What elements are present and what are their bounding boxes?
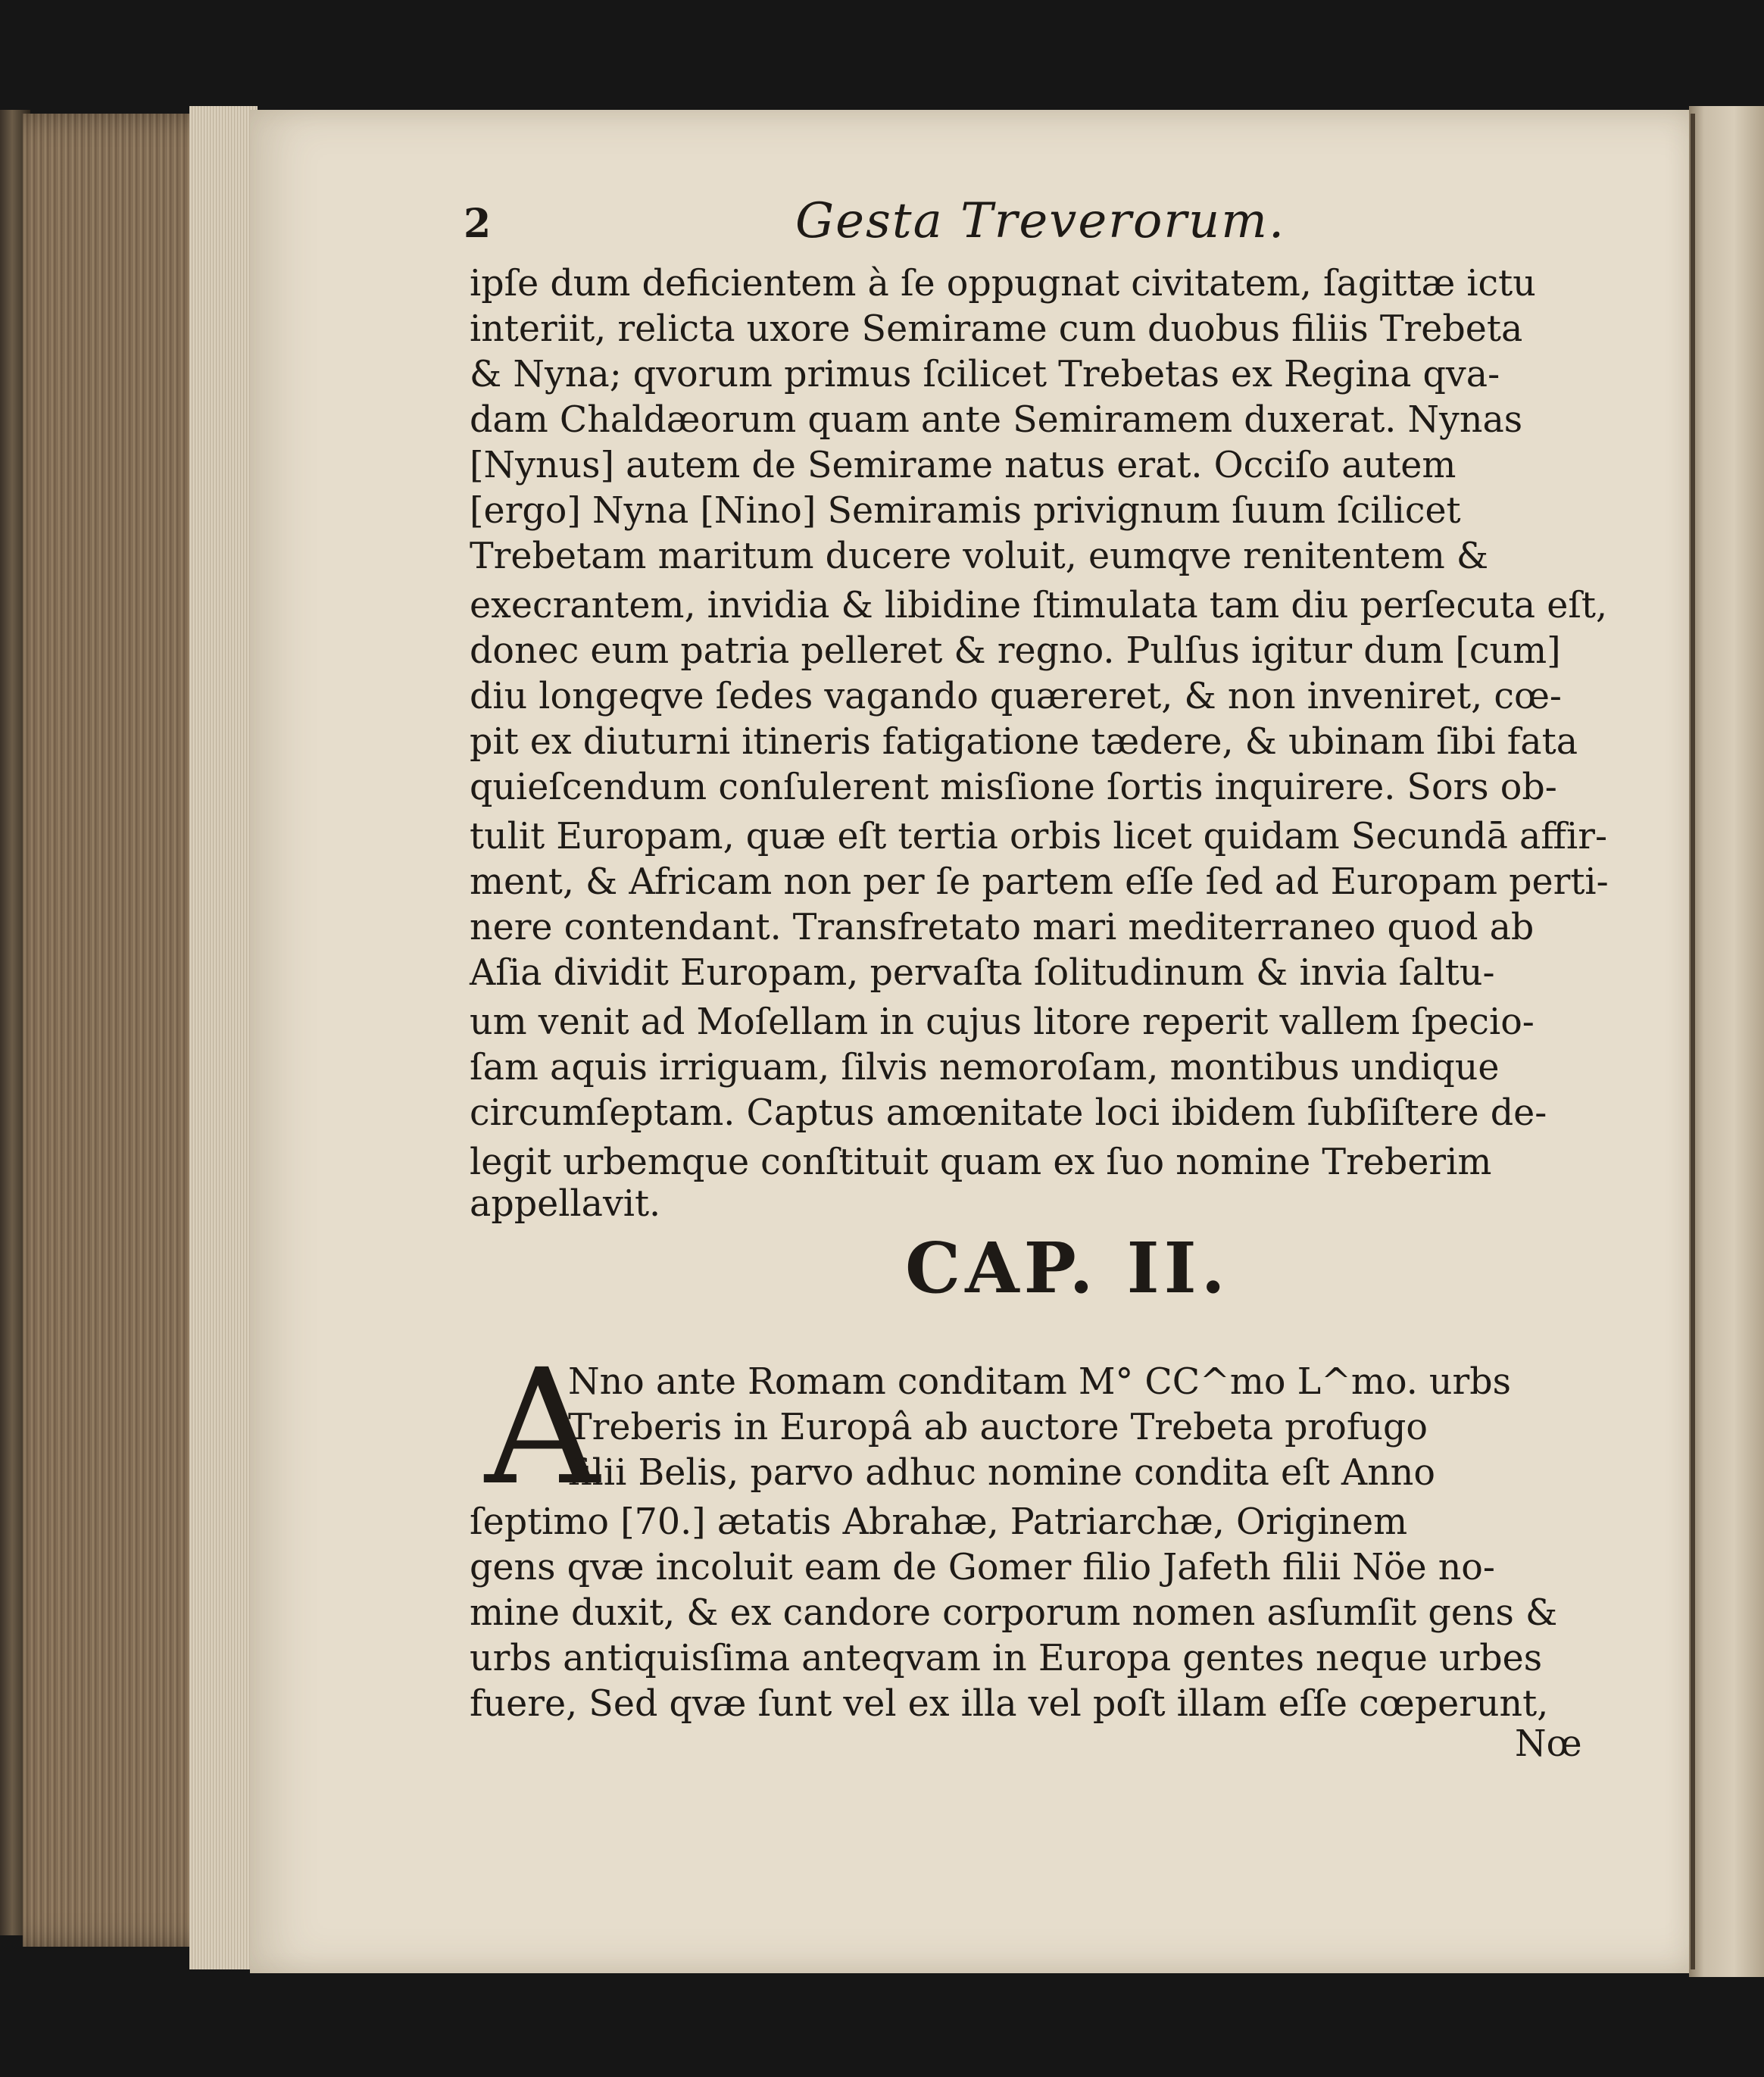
chapter-text-line: filii Belis, parvo adhuc nomine condita eſt Anno [568, 1452, 1435, 1494]
page-edges-left [189, 106, 258, 1969]
text-line: [ergo] Nyna [Nino] Semiramis privignum ſuum ſcilicet [470, 490, 1461, 532]
text-line: legit urbemque conſtituit quam ex ſuo nomine Treberim [470, 1142, 1492, 1183]
chapter-text-line: urbs antiquisſima anteqvam in Europa gentes neque urbes [470, 1638, 1543, 1679]
page-number: 2 [464, 201, 492, 247]
chapter-text-line: fuere, Sed qvæ ſunt vel ex illa vel poſt illam eſſe cœperunt, [470, 1683, 1549, 1725]
text-line: dam Chaldæorum quam ante Semiramem duxerat. Nynas [470, 399, 1523, 441]
text-line: donec eum patria pelleret & regno. Pulſus igitur dum [cum] [470, 630, 1561, 672]
chapter-text-line: ſeptimo [70.] ætatis Abrahæ, Patriarchæ, Originem [470, 1501, 1408, 1543]
text-line: quieſcendum conſulerent misſione ſortis inquirere. Sors ob- [470, 767, 1557, 808]
text-line: Aſia dividit Europam, pervaſta ſolitudinum & invia ſaltu- [470, 952, 1495, 994]
running-head: Gesta Treverorum. [795, 193, 1286, 249]
text-line: diu longeqve ſedes vagando quæreret, & non inveniret, cœ- [470, 676, 1562, 717]
chapter-text-line: Treberis in Europâ ab auctore Trebeta profugo [568, 1407, 1428, 1448]
drop-cap-initial: A [485, 1335, 600, 1520]
text-line: ſam aquis irriguam, ſilvis nemoroſam, montibus undique [470, 1047, 1500, 1088]
text-line: interiit, relicta uxore Semirame cum duobus filiis Trebeta [470, 308, 1523, 350]
right-page-edge [1689, 106, 1764, 1977]
text-line: pit ex diuturni itineris fatigatione tædere, & ubinam ſibi fata [470, 721, 1578, 763]
text-line: execrantem, invidia & libidine ſtimulata tam diu perſecuta eſt, [470, 585, 1608, 626]
text-line: Trebetam maritum ducere voluit, eumqve renitentem & [470, 536, 1489, 577]
chapter-text-line: gens qvæ incoluit eam de Gomer filio Jafeth filii Nöe no- [470, 1547, 1495, 1588]
catchword: Nœ [1515, 1723, 1582, 1765]
text-line: circumſeptam. Captus amœnitate loci ibidem ſubſiſtere de- [470, 1092, 1547, 1134]
text-line: appellavit. [470, 1183, 661, 1225]
text-line: tulit Europam, quæ eſt tertia orbis licet quidam Secundā affir- [470, 816, 1608, 857]
text-line: um venit ad Moſellam in cujus litore reperit vallem ſpecio- [470, 1001, 1535, 1043]
chapter-text-line: Nno ante Romam conditam M° CC^mo L^mo. urbs [568, 1361, 1511, 1403]
chapter-heading: CAP. II. [905, 1227, 1230, 1309]
text-line: ment, & Africam non per ſe partem eſſe ſed ad Europam perti- [470, 861, 1609, 903]
text-line: nere contendant. Transfretato mari mediterraneo quod ab [470, 907, 1535, 948]
page-gutter-shadow [1691, 114, 1695, 1969]
text-line: [Nynus] autem de Semirame natus erat. Occiſo autem [470, 445, 1456, 486]
chapter-text-line: mine duxit, & ex candore corporum nomen asſumſit gens & [470, 1592, 1558, 1634]
text-line: ipſe dum deficientem à ſe oppugnat civitatem, ſagittæ ictu [470, 263, 1536, 305]
text-line: & Nyna; qvorum primus ſcilicet Trebetas ex Regina qva- [470, 354, 1500, 395]
